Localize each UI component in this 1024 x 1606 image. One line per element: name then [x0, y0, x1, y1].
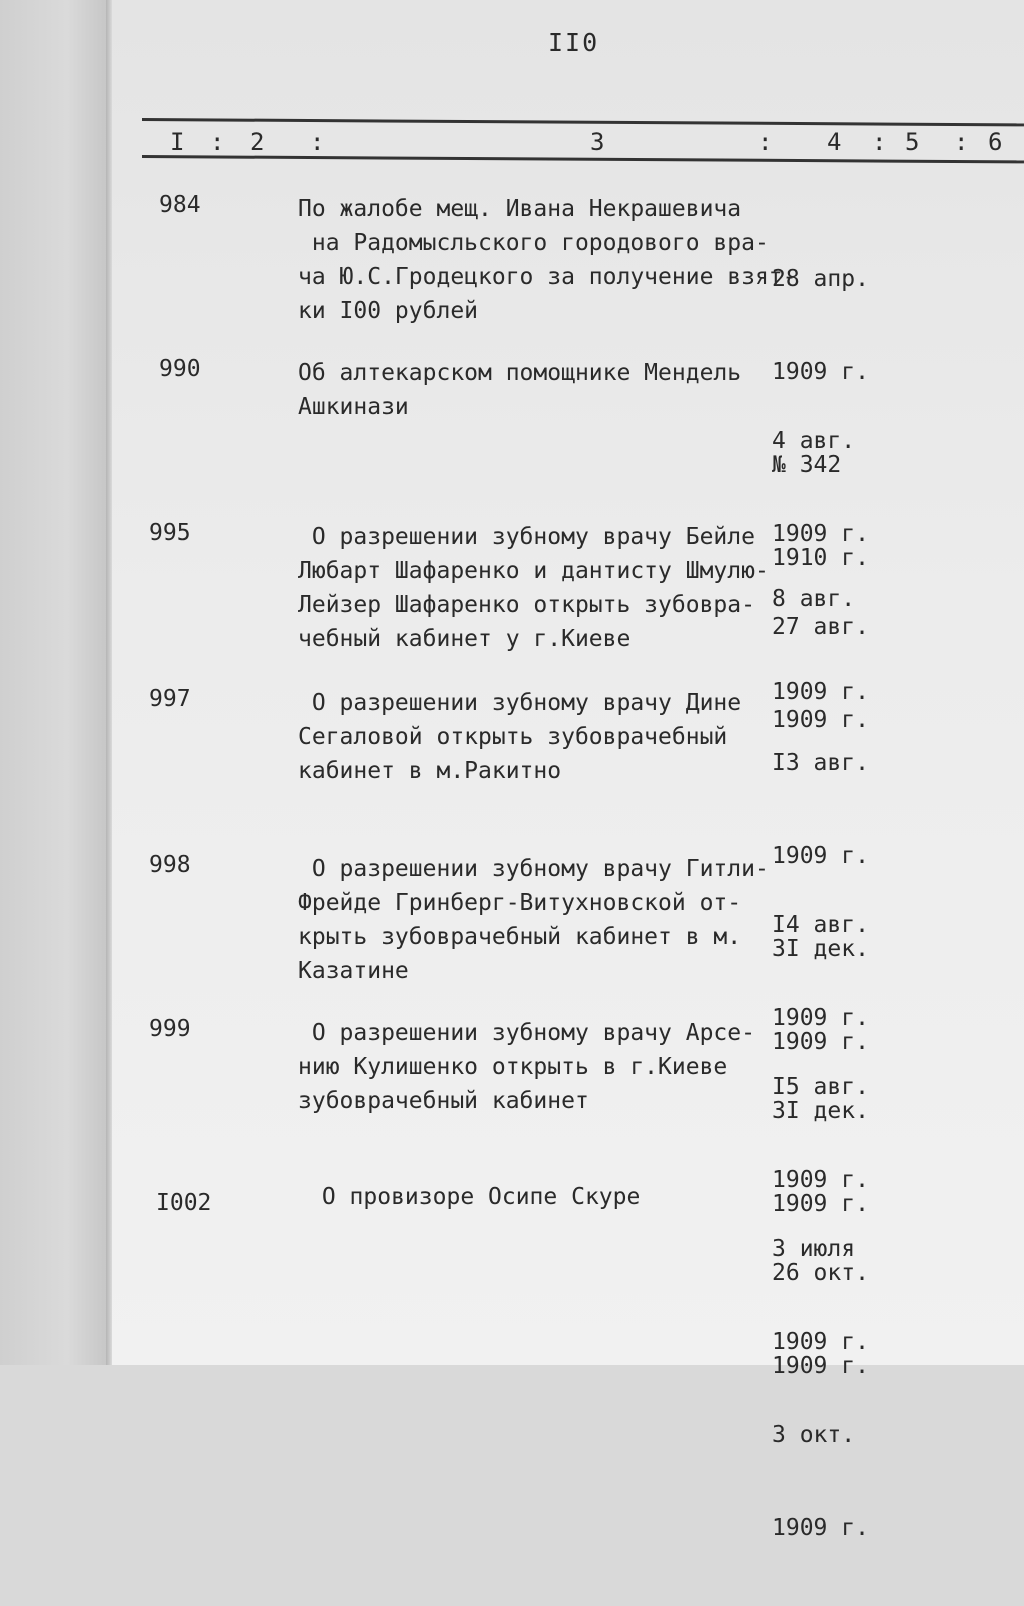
entry-date-line: 28 апр.: [772, 266, 869, 292]
column-separator: :: [872, 128, 887, 156]
column-header-3: 3: [590, 128, 605, 156]
column-separator: :: [310, 128, 325, 156]
document-page: [112, 0, 1024, 1541]
entry-date-line: 27 авг.: [772, 614, 869, 640]
column-separator: :: [954, 128, 969, 156]
entry-date-line: 1909 г.: [772, 1005, 869, 1031]
entry-number: 999: [149, 1016, 191, 1042]
entry-date-line: 3 окт.: [772, 1422, 856, 1448]
entry-number: 998: [149, 852, 191, 878]
entry-number: 997: [149, 686, 191, 712]
entry-date-line: 3 июля: [772, 1236, 856, 1262]
header-rule-bottom: [142, 155, 1024, 163]
entry-date-line: 1910 г.: [772, 545, 869, 571]
entry-date-line: 8 авг.: [772, 586, 856, 612]
entry-date-line: № 342: [772, 452, 842, 478]
header-rule-top: [142, 118, 1024, 126]
entry-title: О разрешении зубному врачу Арсе- нию Кулишенко открыть в г.Киеве зубоврачебный кабинет: [298, 1020, 755, 1114]
entry-date-line: I3 авг.: [772, 750, 869, 776]
entry-date-line: 1909 г.: [772, 843, 869, 869]
entry-date-line: 1909 г.: [772, 521, 869, 547]
entry-date-line: 1909 г.: [772, 1167, 869, 1193]
column-header-1: I: [170, 128, 185, 156]
entry-title: О разрешении зубному врачу Бейле Любарт Шафаренко и дантисту Шмулю- Лейзер Шафаренко открыть зубовра- чебный кабинет у г.Киеве: [298, 524, 769, 652]
page-number: II0: [548, 28, 600, 57]
facing-page-edge: [0, 0, 112, 1365]
entry-number: 995: [149, 520, 191, 546]
entry-date-line: I5 авг.: [772, 1074, 869, 1100]
entry-date-line: 26 окт.: [772, 1260, 869, 1286]
entry-date-line: I4 авг.: [772, 912, 869, 938]
column-separator: :: [758, 128, 773, 156]
entry-title: О провизоре Осипе Скуре: [308, 1184, 641, 1210]
entry-date-line: 1909 г.: [772, 1191, 869, 1217]
entry-title: О разрешении зубному врачу Дине Сегаловой открыть зубоврачебный кабинет в м.Ракитно: [298, 690, 742, 784]
entry-date-line: 1909 г.: [772, 1029, 869, 1055]
entry-date-line: 1909 г.: [772, 1353, 869, 1379]
entry-date-line: 3I дек.: [772, 1098, 869, 1124]
entry-number: 990: [159, 356, 201, 382]
entry-date-line: 3I дек.: [772, 936, 869, 962]
entry-date-line: 1909 г.: [772, 1329, 869, 1355]
entry-date-line: 4 авг.: [772, 428, 856, 454]
entry-number: 984: [159, 192, 201, 218]
entry-title: О разрешении зубному врачу Гитли- Фрейде Гринберг-Витухновской от- крыть зубоврачебный кабинет в м. Казатине: [298, 856, 769, 984]
entry-date-line: 1909 г.: [772, 359, 869, 385]
column-header-2: 2: [250, 128, 265, 156]
entry-title: Об алтекарском помощнике Мендель Ашкинази: [298, 360, 742, 420]
entry-dates: [772, 1172, 882, 1606]
entry-date-line: 1909 г.: [772, 707, 869, 733]
column-header-4: 4: [827, 128, 842, 156]
column-header-5: 5: [905, 128, 920, 156]
entry-date-line: 1909 г.: [772, 679, 869, 705]
column-separator: :: [210, 128, 225, 156]
entry-number: I002: [156, 1190, 212, 1216]
column-header-6: 6: [988, 128, 1003, 156]
entry-date-line: 1909 г.: [772, 1515, 869, 1541]
entry-title: По жалобе мещ. Ивана Некрашевича на Радомысльского городового вра- ча Ю.С.Гродецкого за получение взят- ки I00 рублей: [298, 196, 797, 324]
